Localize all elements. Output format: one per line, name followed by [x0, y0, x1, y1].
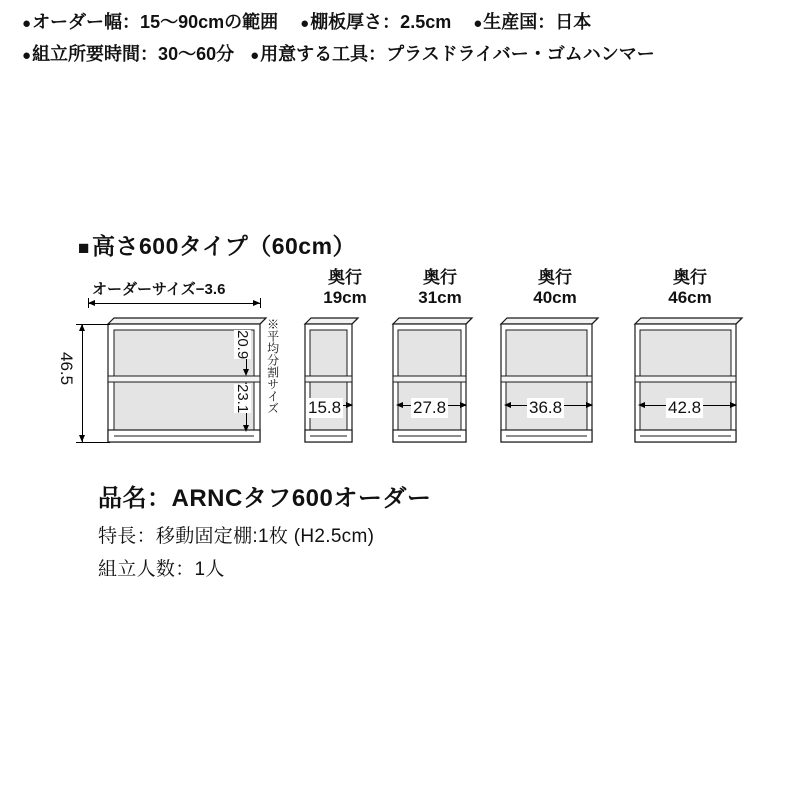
depth-label-line2: 40cm [533, 287, 577, 307]
depth-variant-2-heading [385, 268, 495, 307]
upper-shelf-arrow-down [243, 369, 249, 376]
height-dim-arrow-up [79, 324, 85, 331]
width-dim-line [88, 303, 260, 304]
variant-top-board [501, 318, 598, 324]
bullet-icon: ● [22, 15, 32, 32]
spec-item-tools [250, 40, 655, 66]
spec-text: オーダー幅：15〜90cmの範囲 [32, 12, 279, 32]
depth-label-line2: 19cm [323, 287, 367, 307]
spec-text: 組立所要時間：30〜60分 [32, 44, 235, 64]
spec-item-order-width [22, 8, 278, 34]
bullet-icon: ● [22, 47, 32, 64]
bullet-icon: ● [473, 15, 483, 32]
spec-item-country [473, 8, 591, 34]
variant-2-inner-width: 27.8 [413, 398, 447, 417]
bullet-icon: ● [300, 15, 310, 32]
order-size-label: オーダーサイズ−3.6 [92, 281, 226, 298]
variant-middle-shelf [305, 376, 352, 382]
spec-item-assembly-time [22, 40, 234, 66]
height-dim-value: 46.5 [57, 352, 76, 386]
depth-variant-3-drawing [496, 310, 621, 460]
variant-upper-compartment [310, 330, 347, 376]
variant-middle-shelf [393, 376, 466, 382]
depth-label-line2: 31cm [418, 287, 462, 307]
variant-middle-shelf [501, 376, 592, 382]
variant-3-inner-width: 36.8 [529, 398, 563, 417]
width-dim-arrow-right [253, 300, 260, 306]
product-info [98, 478, 431, 587]
depth-variant-4-drawing [630, 310, 765, 460]
depth-variant-1-heading [290, 268, 400, 307]
depth-label-line1: 奥行 [328, 268, 362, 287]
section-title [78, 228, 356, 261]
variant-4-arrow-right [730, 402, 737, 408]
variant-4-inner-width: 42.8 [668, 398, 702, 417]
depth-label-line1: 奥行 [423, 268, 457, 287]
variant-2-arrow-left [396, 402, 403, 408]
height-dim-tick-top [76, 324, 110, 325]
variant-upper-compartment [506, 330, 587, 376]
variant-4-arrow-left [638, 402, 645, 408]
spec-header [22, 8, 782, 72]
cabinet-upper-compartment [114, 330, 254, 376]
width-dim-arrow-left [88, 300, 95, 306]
depth-label-line1: 奥行 [538, 268, 572, 287]
cabinet-middle-shelf [108, 376, 260, 382]
variant-upper-compartment [640, 330, 731, 376]
variant-top-board [393, 318, 472, 324]
variant-3-arrow-right [586, 402, 593, 408]
cabinet-lower-compartment [114, 382, 254, 430]
spec-text: 棚板厚さ：2.5cm [310, 12, 452, 32]
depth-label-line1: 奥行 [673, 268, 707, 287]
product-feature: 特長：移動固定棚:1枚 (H2.5cm) [98, 526, 375, 547]
spec-text: 生産国：日本 [483, 12, 592, 32]
product-name: 品名：ARNCタフ600オーダー [98, 485, 432, 512]
lower-shelf-arrow-down [243, 425, 249, 432]
product-assembly-people: 組立人数：1人 [98, 559, 225, 580]
variant-top-board [305, 318, 358, 324]
spec-row-1 [22, 8, 782, 34]
height-dim-arrow-down [79, 435, 85, 442]
spec-row-2 [22, 40, 782, 66]
depth-variant-1-drawing [300, 310, 392, 460]
height-dim-tick-bottom [76, 442, 110, 443]
variant-1-inner-width: 15.8 [308, 398, 342, 417]
upper-shelf-value: 20.9 [234, 330, 251, 360]
average-split-note: ※平均分割サイズ [265, 318, 280, 414]
spec-text: 用意する工具：プラスドライバー・ゴムハンマー [260, 44, 655, 64]
variant-1-arrow-right [346, 402, 353, 408]
section-title-text: 高さ600タイプ（60cm） [91, 233, 357, 259]
bullet-icon: ● [250, 47, 260, 64]
width-dim-tick-right [260, 298, 261, 308]
variant-top-board [635, 318, 742, 324]
spec-item-shelf-thickness [300, 8, 451, 34]
depth-variant-3-heading [500, 268, 610, 307]
variant-2-arrow-right [460, 402, 467, 408]
cabinet-top-board [108, 318, 266, 324]
depth-label-line2: 46cm [668, 287, 712, 307]
height-dim-line [82, 324, 83, 442]
width-dim-tick-left [88, 298, 89, 308]
variant-3-arrow-left [504, 402, 511, 408]
variant-middle-shelf [635, 376, 736, 382]
lower-shelf-value: 23.1 [234, 384, 251, 414]
variant-upper-compartment [398, 330, 461, 376]
depth-variant-4-heading [635, 268, 745, 307]
square-marker-icon: ■ [78, 238, 90, 259]
depth-variant-2-drawing [388, 310, 498, 460]
